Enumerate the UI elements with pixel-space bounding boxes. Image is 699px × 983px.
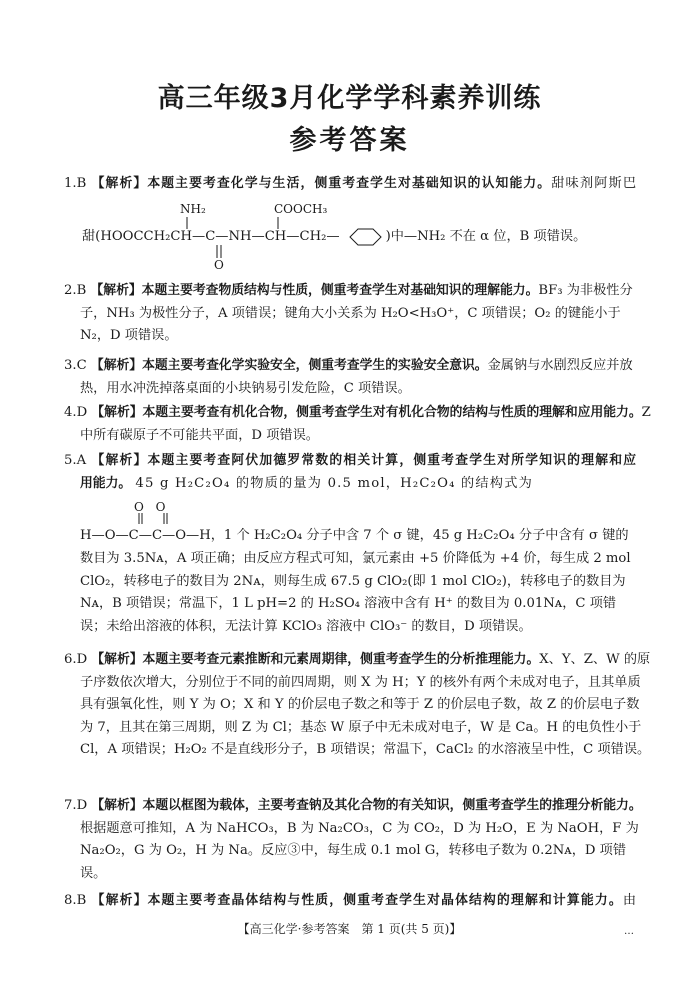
answer-1-focus: 本题主要考查化学与生活，侧重考查学生对基础知识的认知能力。 [147, 176, 552, 191]
answer-7-tag: 【解析】 [91, 798, 143, 813]
answer-5-focus1: 本题主要考查阿伏加德罗常数的相关计算，侧重考查学生对所学知识的理解和应 [147, 453, 636, 468]
answer-7-number: 7.D [64, 798, 88, 813]
answer-4-number: 4.D [64, 405, 88, 420]
answer-5-text: 数目为 3.5Nᴀ，A 项正确；由反应方程式可知，氯元素由 +5 价降低为 +4 价，每生成 2 mol ClO₂，转移电子的数目为 2Nᴀ，则每生成 67.5 g ClO₂(即 1 mol ClO₂)，转移电子的数目为 Nᴀ，B 项错误；常温下，1 L pH=2 的 H₂SO₄ 溶液中含有 H⁺ 的数目为 0.01Nᴀ，C 项错误；未给出溶液的体积，无法计算 KClO₃ 溶液中 ClO₃⁻ 的数目，D 项错误。 [80, 551, 631, 634]
answer-1-tag: 【解析】 [91, 176, 148, 191]
answer-3-tag: 【解析】 [90, 358, 143, 373]
answer-7-focus: 本题以框图为载体，主要考查钠及其化合物的有关知识，侧重考查学生的推理分析能力。 [142, 798, 642, 813]
answer-4-text: Z 中所有碳原子不可能共平面，D 项错误。 [80, 405, 651, 443]
answer-3-number: 3.C [64, 358, 87, 373]
answer-8-tag: 【解析】 [91, 893, 148, 908]
answer-5-after-struct: ，1 个 H₂C₂O₄ 分子中含 7 个 σ 键，45 g H₂C₂O₄ 分子中含有 σ 键的 [210, 528, 629, 543]
answer-6-focus: 本题主要考查元素推断和元素周期律，侧重考查学生的分析推理能力。 [142, 652, 540, 667]
answer-1-text2a: 甜( [82, 229, 101, 244]
answer-4 [64, 402, 652, 447]
answer-2-tag: 【解析】 [90, 283, 142, 298]
answer-8-text: 由 [622, 893, 637, 908]
answer-6-text: X、Y、Z、W 的原子序数依次增大，分别位于不同的前四周期，则 X 为 H；Y 的核外有两个未成对电子，且其单质具有强氧化性，则 Y 为 O；X 和 Y 的价层电子数之和等于 Z 的价层电子数，故 Z 的价层电子数为 7，且其在第三周期，则 Z 为 Cl；基态 W 原子中无未成对电子，W 是 Ca。H 的电负性小于 Cl，A 项错误；H₂O₂ 不是直线形分子，B 项错误；常温下，CaCl₂ 的水溶液呈中性，C 项错误。 [80, 652, 651, 758]
cooch3-group: COOCH₃ [274, 202, 328, 216]
answer-7 [64, 795, 652, 885]
answer-2-focus: 本题主要考查物质结构与性质，侧重考查学生对基础知识的理解能力。 [141, 283, 539, 298]
page-title: 高三年级3月化学学科素养训练 [157, 83, 542, 114]
carbonyl-oxygen: O [214, 258, 224, 272]
page-footer: 【高三化学·参考答案 第 1 页(共 5 页)】 [237, 922, 462, 936]
answer-5-focus2: 用能力。 [80, 476, 132, 491]
corner-mark: … [624, 926, 634, 937]
answer-8-focus: 本题主要考查晶体结构与性质，侧重考查学生对晶体结构的理解和计算能力。 [147, 893, 623, 908]
answer-3-text: 金属钠与水剧烈反应并放热，用水冲洗掉落桌面的小块钠易引发危险，C 项错误。 [80, 358, 633, 396]
answer-3-focus: 本题主要考查化学实验安全，侧重考查学生的实验安全意识。 [142, 358, 488, 373]
answer-1-number: 1.B [64, 176, 87, 191]
answer-5-line3 [80, 525, 636, 548]
oxalic-oxygens: O O [134, 500, 170, 514]
answer-1-text2b: )中—NH₂ 不在 α 位，B 项错误。 [385, 229, 587, 244]
answer-1-text1: 甜味剂阿斯巴 [551, 176, 637, 191]
answer-5-line1 [64, 450, 636, 473]
answer-5-line2-rest: 45 g H₂C₂O₄ 的物质的量为 0.5 mol，H₂C₂O₄ 的结构式为 [135, 476, 533, 491]
answer-8-number: 8.B [64, 893, 87, 908]
answer-1-line2 [64, 226, 636, 249]
answer-4-tag: 【解析】 [91, 405, 143, 420]
answer-1-line1 [64, 173, 636, 196]
answer-5-line2 [80, 473, 636, 496]
answer-2-number: 2.B [64, 283, 87, 298]
answer-2-text: BF₃ 为非极性分子，NH₃ 为极性分子，A 项错误；键角大小关系为 H₂O<H₃O⁺，C 项错误；O₂ 的键能小于 N₂，D 项错误。 [80, 283, 633, 344]
answer-6-tag: 【解析】 [91, 652, 143, 667]
answer-6-number: 6.D [64, 652, 88, 667]
answer-8 [64, 890, 636, 913]
answer-7-text: 根据题意可推知，A 为 NaHCO₃，B 为 Na₂CO₃，C 为 CO₂，D 为 H₂O，E 为 NaOH，F 为 Na₂O₂，G 为 O₂，H 为 Na。反应③中，每生成 0.1 mol G，转移电子数为 0.2Nᴀ，D 项错误。 [80, 820, 639, 881]
oxalic-structure: H—O—C—C—O—H [80, 528, 211, 543]
answer-5-tag: 【解析】 [91, 453, 148, 468]
answer-6 [64, 649, 652, 762]
answer-3 [64, 355, 652, 400]
molecule-chain: HOOCCH₂CH—C—NH—CH—CH₂— [100, 229, 340, 244]
answer-5-number: 5.A [64, 453, 87, 468]
answer-2 [64, 280, 652, 348]
oxalic-double-bonds [130, 512, 190, 526]
page-subtitle: 参考答案 [289, 125, 410, 156]
answer-4-focus: 本题主要考查有机化合物，侧重考查学生对有机化合物的结构与性质的理解和应用能力。 [142, 405, 642, 420]
nh2-group: NH₂ [180, 202, 206, 216]
